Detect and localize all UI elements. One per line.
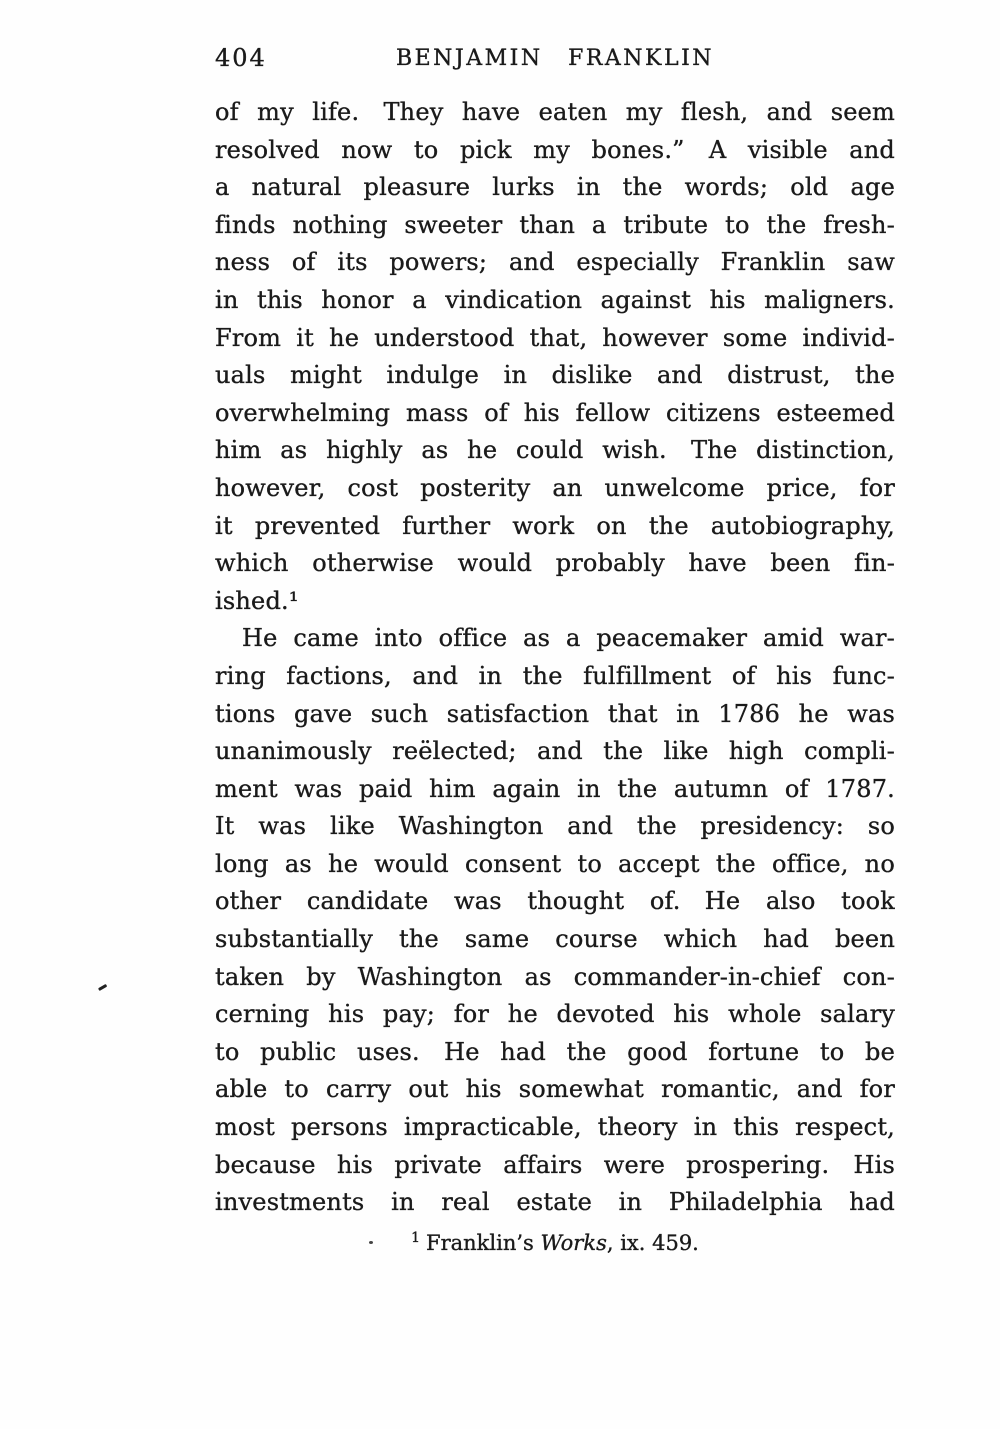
running-title: BENJAMIN FRANKLIN <box>395 46 715 71</box>
page-number: 404 <box>215 44 267 72</box>
text-line: ment was paid him again in the autumn of 1787. <box>215 774 895 803</box>
footnote-text-prefix: Franklin’s <box>426 1231 541 1255</box>
scan-speck-dot <box>369 1241 373 1244</box>
text-line: overwhelming mass of his fellow citizens esteemed <box>215 398 895 427</box>
text-line: investments in real estate in Philadelphia had <box>215 1188 895 1217</box>
text-line: taken by Washington as commander-in-chief con- <box>215 962 895 991</box>
text-line: ished.¹ <box>215 586 299 615</box>
text-line: a natural pleasure lurks in the words; old age <box>215 173 895 202</box>
scan-speck-tick <box>98 984 107 991</box>
text-line: in this honor a vindication against his maligners. <box>215 285 895 314</box>
footnote-marker: 1 <box>411 1230 421 1246</box>
text-line: however, cost posterity an unwelcome price, for <box>215 473 895 502</box>
text-line: which otherwise would probably have been fin- <box>215 549 895 578</box>
text-line: to public uses. He had the good fortune to be <box>215 1037 895 1066</box>
text-line: it prevented further work on the autobiography, <box>215 511 895 540</box>
text-line: because his private affairs were prospering. His <box>215 1150 895 1179</box>
footnote-cited-work: Works <box>540 1231 607 1255</box>
text-line: ness of its powers; and especially Franklin saw <box>215 248 895 277</box>
text-line: unanimously reëlected; and the like high compli- <box>215 737 895 766</box>
footnote <box>215 1230 895 1256</box>
text-line: him as highly as he could wish. The distinction, <box>215 436 895 465</box>
text-line: able to carry out his somewhat romantic, and for <box>215 1075 895 1104</box>
text-line: uals might indulge in dislike and distrust, the <box>215 361 895 390</box>
body-text <box>215 94 895 1222</box>
text-line: finds nothing sweeter than a tribute to the fresh- <box>215 210 895 239</box>
text-line: resolved now to pick my bones.” A visible and <box>215 135 895 164</box>
text-line: other candidate was thought of. He also took <box>215 887 895 916</box>
text-line: From it he understood that, however some individ- <box>215 323 895 352</box>
text-line: He came into office as a peacemaker amid war- <box>242 624 895 653</box>
text-line: cerning his pay; for he devoted his whole salary <box>215 1000 895 1029</box>
text-line: It was like Washington and the presidency: so <box>215 812 895 841</box>
text-line: most persons impracticable, theory in this respect, <box>215 1113 895 1142</box>
text-line: substantially the same course which had been <box>215 925 895 954</box>
text-line: of my life. They have eaten my flesh, and seem <box>215 98 895 126</box>
text-line: long as he would consent to accept the office, no <box>215 849 895 878</box>
text-line: tions gave such satisfaction that in 1786 he was <box>215 699 895 728</box>
text-line: ring factions, and in the fulfillment of his func- <box>215 661 895 690</box>
footnote-text-suffix: , ix. 459. <box>606 1231 699 1255</box>
